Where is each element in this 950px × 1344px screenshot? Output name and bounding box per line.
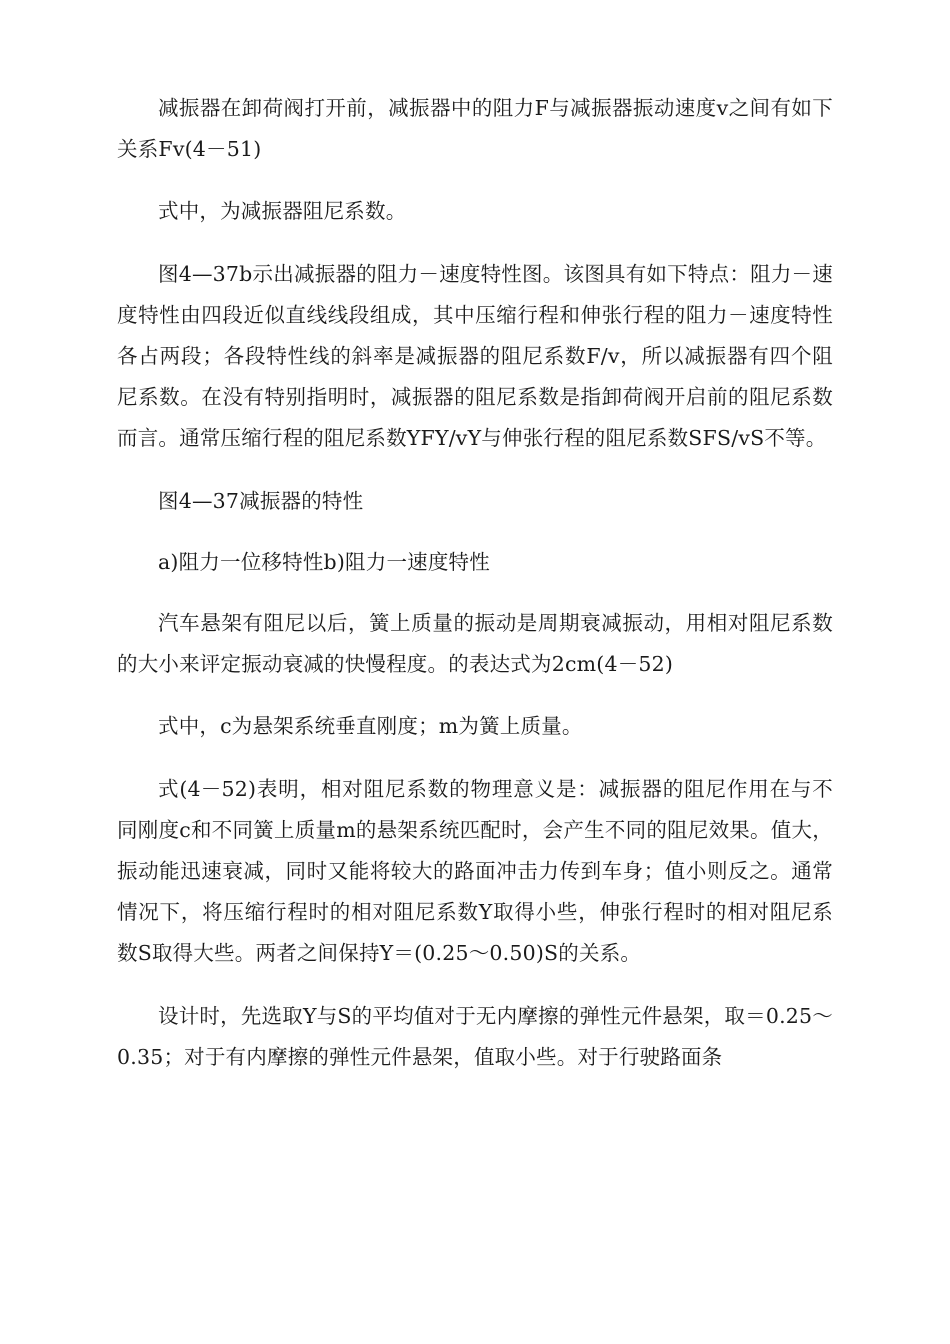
document-body — [117, 88, 833, 1099]
paragraph-relative-damping: 汽车悬架有阻尼以后，簧上质量的振动是周期衰减振动，用相对阻尼系数的大小来评定振动衰减的快慢程度。的表达式为2cm(4－52) — [117, 611, 833, 677]
paragraph-force-velocity-characteristics: 图4—37b示出减振器的阻力－速度特性图。该图具有如下特点：阻力－速度特性由四段近似直线线段组成，其中压缩行程和伸张行程的阻力－速度特性各占两段；各段特性线的斜率是减振器的阻尼系数F/v，所以减振器有四个阻尼系数。在没有特别指明时，减振器的阻尼系数是指卸荷阀开启前的阻尼系数而言。通常压缩行程的阻尼系数YFY/vY与伸张行程的阻尼系数SFS/vS不等。 — [117, 261, 833, 451]
paragraph-damper-force-relation: 减振器在卸荷阀打开前，减振器中的阻力F与减振器振动速度v之间有如下关系Fv(4－51) — [117, 96, 833, 162]
paragraph-physical-meaning: 式(4－52)表明，相对阻尼系数的物理意义是：减振器的阻尼作用在与不同刚度c和不同簧上质量m的悬架系统匹配时，会产生不同的阻尼效果。值大，振动能迅速衰减，同时又能将较大的路面冲击力传到车身；值小则反之。通常情况下，将压缩行程时的相对阻尼系数Y取得小些，伸张行程时的相对阻尼系数S取得大些。两者之间保持Y＝(0.25～0.50)S的关系。 — [117, 776, 833, 966]
paragraph-damping-coefficient-note: 式中，为减振器阻尼系数。 — [158, 199, 407, 224]
paragraph-design-selection: 设计时，先选取Y与S的平均值对于无内摩擦的弹性元件悬架，取＝0.25～0.35；对于有内摩擦的弹性元件悬架，值取小些。对于行驶路面条 — [117, 1003, 833, 1069]
paragraph-stiffness-mass-note: 式中，c为悬架系统垂直刚度；m为簧上质量。 — [158, 714, 583, 739]
figure-caption: 图4—37减振器的特性 — [158, 488, 364, 513]
figure-subcaption: a)阻力一位移特性b)阻力一速度特性 — [158, 549, 490, 574]
